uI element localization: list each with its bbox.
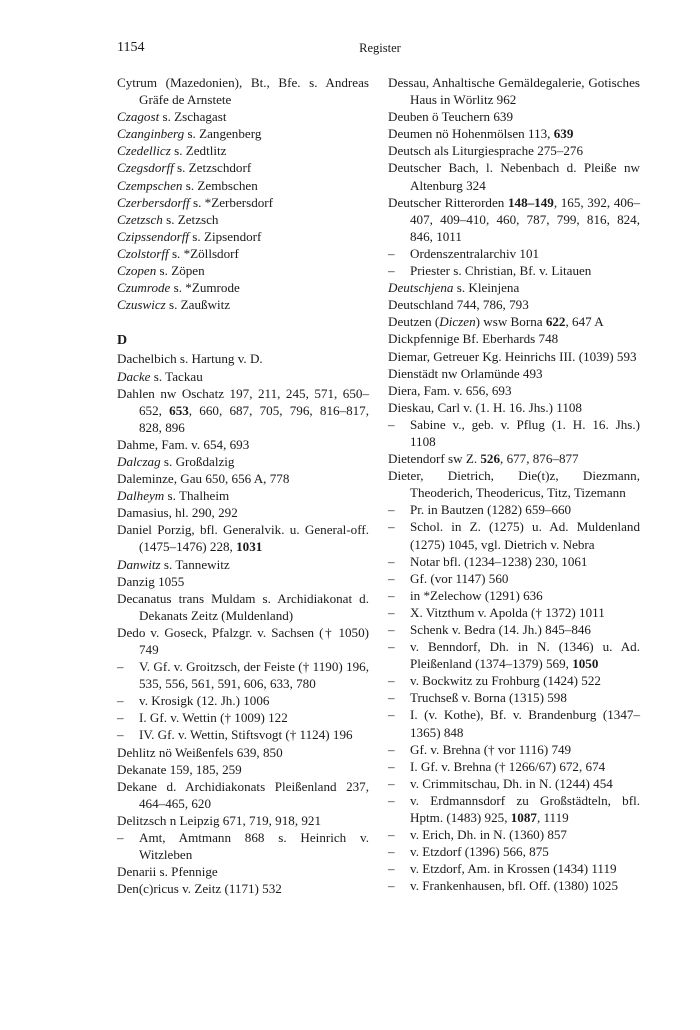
index-entry (117, 228, 369, 245)
entry-text: v. Etzdorf (1396) 566, 875 (410, 844, 549, 860)
d-entries (117, 350, 369, 897)
index-entry (117, 556, 369, 573)
entry-text: v. Frankenhausen, bfl. Off. (1380) 1025 (410, 878, 619, 894)
entry-text: I. Gf. v. Brehna († 1266/67) 672, 674 (410, 758, 606, 774)
subentry-dash: – (388, 690, 395, 706)
index-entry (117, 573, 369, 590)
subentry-dash: – (388, 861, 395, 877)
entry-text: X. Vitzthum v. Apolda († 1372) 1011 (410, 604, 605, 620)
index-subentry (388, 587, 640, 604)
index-subentry (117, 726, 369, 743)
left-column (117, 74, 369, 897)
italic-term: Czumrode (117, 280, 171, 296)
index-entry (388, 313, 640, 330)
entry-text: Cytrum (Mazedonien), Bt., Bfe. s. Andreas Gräfe de Arnstete (117, 75, 369, 108)
entry-text: Deutschland 744, 786, 793 (388, 297, 529, 313)
entry-text: Gf. v. Brehna († vor 1116) 749 (410, 741, 572, 757)
index-subentry (388, 877, 640, 894)
index-subentry (117, 658, 369, 692)
subentry-dash: – (388, 844, 395, 860)
subentry-dash: – (388, 707, 395, 723)
entry-text: Ordenszentralarchiv 101 (410, 245, 540, 261)
subentry-dash: – (388, 502, 395, 518)
entry-text: ) wsw Borna (475, 314, 546, 330)
index-entry (117, 521, 369, 555)
entry-text: s. Tackau (150, 368, 203, 384)
index-subentry (388, 706, 640, 740)
entry-text: v. Bockwitz zu Frohburg (1424) 522 (410, 673, 601, 689)
entry-text: v. Crimmitschau, Dh. in N. (1244) 454 (410, 775, 613, 791)
entry-text: Dekanate 159, 185, 259 (117, 761, 242, 777)
index-entry (117, 385, 369, 436)
italic-term: Dalheym (117, 488, 165, 504)
entry-text: s. Zaußwitz (165, 297, 231, 313)
subentry-dash: – (117, 693, 124, 709)
entry-text: Dahlen nw Oschatz 197, 211, 245, 571, 650–652, (117, 385, 369, 418)
index-entry (117, 880, 369, 897)
entry-text: s. Zetzsch (162, 211, 219, 227)
entry-text: s. Zedtlitz (170, 143, 227, 159)
subentry-dash: – (388, 263, 395, 279)
entry-text: s. Thalheim (164, 488, 230, 504)
entry-text: , 660, 687, 705, 796, 816–817, 828, 896 (139, 402, 369, 435)
entry-text: s. Zembschen (182, 177, 258, 193)
subentry-dash: – (388, 673, 395, 689)
index-entry (388, 399, 640, 416)
entry-text: I. (v. Kothe), Bf. v. Brandenburg (1347–1365) 848 (410, 707, 640, 740)
index-entry (388, 348, 640, 365)
index-entry (117, 863, 369, 880)
italic-term: Czanginberg (117, 126, 185, 142)
index-entry (117, 262, 369, 279)
italic-term: Czagost (117, 109, 160, 125)
index-subentry (388, 741, 640, 758)
entry-text: Deutsch als Liturgiesprache 275–276 (388, 143, 584, 159)
entry-text: V. Gf. v. Groitzsch, der Feiste († 1190) 196, 535, 556, 561, 591, 606, 633, 780 (139, 659, 369, 692)
entry-text: Dietendorf sw Z. (388, 451, 481, 467)
index-entry (388, 365, 640, 382)
subentry-dash: – (388, 741, 395, 757)
index-subentry (388, 553, 640, 570)
entry-text: Daleminze, Gau 650, 656 A, 778 (117, 471, 290, 487)
entry-text: s. *Zumrode (170, 280, 240, 296)
bold-page-ref: 1050 (572, 656, 599, 672)
index-entry (388, 194, 640, 245)
subentry-dash: – (388, 553, 395, 569)
entry-text: s. *Zöllsdorf (168, 245, 239, 261)
entry-text: Deumen nö Hohenmölsen 113, (388, 126, 554, 142)
entry-text: Dessau, Anhaltische Gemäldegalerie, Gotisches Haus in Wörlitz 962 (388, 75, 640, 108)
entry-text: s. Zetzschdorf (173, 160, 252, 176)
index-subentry (388, 604, 640, 621)
entry-text: Sabine v., geb. v. Pflug (1. H. 16. Jhs.) 1108 (410, 416, 640, 449)
index-entry (388, 159, 640, 193)
index-entry (117, 74, 369, 108)
entry-text: Priester s. Christian, Bf. v. Litauen (410, 263, 592, 279)
entry-text: s. Großdalzig (160, 453, 235, 469)
subentry-dash: – (388, 587, 395, 603)
entry-text: Deutzen ( (388, 314, 440, 330)
italic-term: Czipssendorff (117, 228, 190, 244)
index-subentry (388, 638, 640, 672)
subentry-dash: – (117, 727, 124, 743)
italic-term: Diczen (439, 314, 476, 330)
entry-text: Notar bfl. (1234–1238) 230, 1061 (410, 553, 588, 569)
entry-text: s. Kleinjena (453, 280, 520, 296)
index-subentry (388, 416, 640, 450)
entry-text: Den(c)ricus v. Zeitz (1171) 532 (117, 881, 282, 897)
italic-term: Danwitz (117, 556, 161, 572)
index-subentry (388, 689, 640, 706)
entry-text: Daniel Porzig, bfl. Generalvik. u. General-off. (1475–1476) 228, (117, 522, 369, 555)
index-subentry (117, 709, 369, 726)
entry-text: Damasius, hl. 290, 292 (117, 505, 238, 521)
entry-text: s. Zipsendorf (189, 228, 262, 244)
entry-text: Dehlitz nö Weißenfels 639, 850 (117, 744, 283, 760)
entry-text: Schol. in Z. (1275) u. Ad. Muldenland (1275) 1045, vgl. Dietrich v. Nebra (410, 519, 640, 552)
index-entry (388, 450, 640, 467)
index-subentry (388, 518, 640, 552)
italic-term: Czetzsch (117, 211, 163, 227)
index-subentry (388, 262, 640, 279)
subentry-dash: – (117, 659, 124, 675)
entry-text: Deuben ö Teuchern 639 (388, 109, 514, 125)
entry-text: , 165, 392, 406–407, 409–410, 460, 787, 799, 816, 824, 846, 1011 (410, 194, 640, 244)
entry-text: Deutscher Ritterorden (388, 194, 508, 210)
entry-text: Dickpfennige Bf. Eberhards 748 (388, 331, 559, 347)
index-entry (388, 279, 640, 296)
subentry-dash: – (388, 519, 395, 535)
entry-text: v. Etzdorf, Am. in Krossen (1434) 1119 (410, 861, 617, 877)
index-entry (117, 108, 369, 125)
entry-text: Dieskau, Carl v. (1. H. 16. Jhs.) 1108 (388, 399, 582, 415)
d-entries-continued (388, 74, 640, 895)
entry-text: s. Zangenberg (184, 126, 262, 142)
bold-page-ref: 653 (169, 402, 189, 418)
italic-term: Czempschen (117, 177, 183, 193)
subentry-dash: – (388, 622, 395, 637)
section-letter: D (117, 333, 128, 349)
right-column (388, 74, 640, 895)
index-subentry (388, 245, 640, 262)
entry-text: Dedo v. Goseck, Pfalzgr. v. Sachsen († 1050) 749 (117, 624, 369, 657)
entry-text: s. Tannewitz (160, 556, 230, 572)
index-entry (117, 159, 369, 176)
entry-text: v. Erdmannsdorf zu Großstädteln, bfl. Hptm. (1483) 925, (410, 792, 640, 826)
index-entry (117, 487, 369, 504)
index-entry (388, 142, 640, 159)
entry-text: Diera, Fam. v. 656, 693 (388, 382, 512, 398)
entry-text: Dahme, Fam. v. 654, 693 (117, 436, 250, 452)
index-entry (117, 504, 369, 521)
index-entry (117, 245, 369, 262)
index-entry (117, 624, 369, 658)
index-entry (117, 812, 369, 829)
italic-term: Czolstorff (117, 245, 169, 261)
entry-text: Dieter, Dietrich, Die(t)z, Diezmann, Theoderich, Theodericus, Titz, Tizemann (388, 468, 640, 501)
entry-text: , 1119 (536, 810, 569, 826)
entry-text: Deutscher Bach, l. Nebenbach d. Pleiße nw Altenburg 324 (388, 160, 640, 193)
subentry-dash: – (117, 710, 124, 726)
index-entry (388, 382, 640, 399)
index-entry (117, 296, 369, 313)
entry-text: Truchseß v. Borna (1315) 598 (410, 690, 567, 706)
index-entry (117, 177, 369, 194)
entry-text: Denarii s. Pfennige (117, 864, 218, 880)
entry-text: Amt, Amtmann 868 s. Heinrich v. Witzleben (139, 830, 369, 863)
index-entry (117, 368, 369, 385)
index-subentry (388, 775, 640, 792)
index-subentry (388, 860, 640, 877)
index-subentry (388, 843, 640, 860)
bold-page-ref: 526 (480, 451, 501, 467)
entry-text: Diemar, Getreuer Kg. Heinrichs III. (1039) 593 (388, 348, 637, 364)
index-entry (117, 778, 369, 812)
index-subentry (117, 692, 369, 709)
index-subentry (388, 792, 640, 826)
index-entry (388, 296, 640, 313)
index-entry (117, 194, 369, 211)
italic-term: Dacke (117, 368, 151, 384)
italic-term: Czopen (117, 263, 157, 279)
subentry-dash: – (388, 792, 395, 808)
index-entry (388, 108, 640, 125)
entry-text: Dachelbich s. Hartung v. D. (117, 351, 263, 367)
entry-text: s. Zschagast (159, 109, 227, 125)
index-entry (388, 467, 640, 501)
entry-text: Delitzsch n Leipzig 671, 719, 918, 921 (117, 812, 322, 828)
entry-text: Dienstädt nw Orlamünde 493 (388, 365, 543, 381)
subentry-dash: – (388, 878, 395, 894)
subentry-dash: – (117, 830, 124, 846)
index-entry (117, 590, 369, 624)
running-head: Register (359, 41, 401, 55)
c-entries (117, 74, 369, 313)
index-entry (117, 470, 369, 487)
entry-text: v. Erich, Dh. in N. (1360) 857 (410, 827, 567, 843)
index-subentry (388, 570, 640, 587)
subentry-dash: – (388, 604, 395, 620)
entry-text: Dekane d. Archidiakonats Pleißenland 237, 464–465, 620 (117, 778, 369, 811)
italic-term: Dalczag (117, 453, 161, 469)
index-entry (388, 74, 640, 108)
entry-text: , 647 A (565, 314, 604, 330)
index-entry (117, 761, 369, 778)
index-entry (117, 125, 369, 142)
index-subentry (117, 829, 369, 863)
entry-text: in *Zelechow (1291) 636 (410, 587, 543, 603)
entry-text: Gf. (vor 1147) 560 (410, 570, 509, 586)
index-entry (117, 744, 369, 761)
subentry-dash: – (388, 775, 395, 791)
entry-text: IV. Gf. v. Wettin, Stiftsvogt († 1124) 196 (139, 727, 353, 743)
entry-text: v. Krosigk (12. Jh.) 1006 (139, 693, 270, 709)
italic-term: Czegsdorff (117, 160, 174, 176)
bold-page-ref: 1031 (236, 539, 263, 555)
entry-text: Pr. in Bautzen (1282) 659–660 (410, 502, 572, 518)
index-subentry (388, 621, 640, 638)
italic-term: Czuswicz (117, 297, 166, 313)
page-header (117, 40, 643, 60)
subentry-dash: – (388, 245, 395, 261)
bold-page-ref: 622 (545, 314, 566, 330)
index-entry (117, 436, 369, 453)
index-subentry (388, 758, 640, 775)
index-entry (117, 350, 369, 367)
bold-page-ref: 639 (553, 126, 574, 142)
entry-text: v. Benndorf, Dh. in N. (1346) u. Ad. Pleißenland (1374–1379) 569, (410, 639, 640, 672)
index-entry (117, 279, 369, 296)
italic-term: Czerbersdorff (117, 194, 190, 210)
entry-text: Danzig 1055 (117, 573, 185, 589)
index-entry (117, 453, 369, 470)
entry-text: s. *Zerbersdorf (189, 194, 274, 210)
subentry-dash: – (388, 570, 395, 586)
italic-term: Czedellicz (117, 143, 171, 159)
bold-page-ref: 148–149 (507, 194, 554, 210)
italic-term: Deutschjena (388, 280, 454, 296)
entry-text: , 677, 876–877 (500, 451, 579, 467)
bold-page-ref: 1087 (510, 810, 537, 826)
index-entry (388, 125, 640, 142)
index-entry (388, 330, 640, 347)
index-entry (117, 142, 369, 159)
index-subentry (388, 672, 640, 689)
entry-text: I. Gf. v. Wettin († 1009) 122 (139, 710, 288, 726)
subentry-dash: – (388, 639, 395, 655)
entry-text: s. Zöpen (156, 263, 205, 279)
entry-text: Schenk v. Bedra (14. Jh.) 845–846 (410, 622, 591, 637)
index-subentry (388, 501, 640, 518)
subentry-dash: – (388, 416, 395, 432)
index-subentry (388, 826, 640, 843)
subentry-dash: – (388, 827, 395, 843)
index-entry (117, 211, 369, 228)
entry-text: Decanatus trans Muldam s. Archidiakonat d. Dekanats Zeitz (Muldenland) (117, 590, 369, 623)
page-number: 1154 (117, 40, 145, 55)
subentry-dash: – (388, 758, 395, 774)
